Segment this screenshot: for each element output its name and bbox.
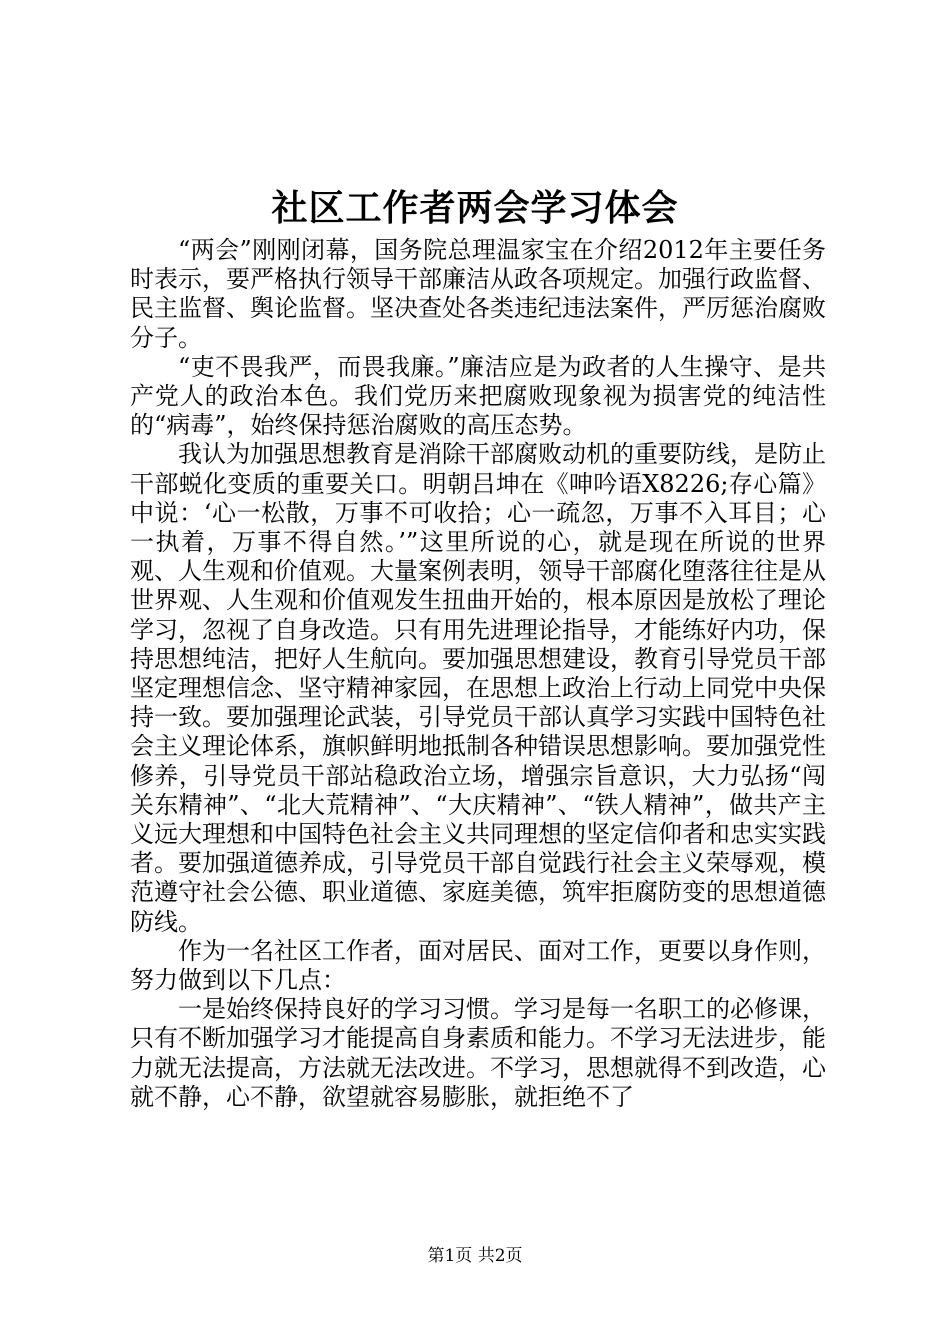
document-body <box>130 236 826 1112</box>
page-number: 第1页 <box>427 1246 473 1266</box>
document-title: 社区工作者两会学习体会 <box>271 187 679 229</box>
paragraph: 作为一名社区工作者，面对居民、面对工作，更要以身作则，努力做到以下几点： <box>130 936 826 995</box>
paragraph: “两会”刚刚闭幕，国务院总理温家宝在介绍2012年主要任务时表示，要严格执行领导干部廉洁从政各项规定。加强行政监督、民主监督、舆论监督。坚决查处各类违纪违法案件，严厉惩治腐败分子。 <box>130 236 826 352</box>
paragraph: “吏不畏我严，而畏我廉。”廉洁应是为政者的人生操守、是共产党人的政治本色。我们党历来把腐败现象视为损害党的纯洁性的“病毒”，始终保持惩治腐败的高压态势。 <box>130 352 826 440</box>
paragraph: 一是始终保持良好的学习习惯。学习是每一名职工的必修课，只有不断加强学习才能提高自身素质和能力。不学习无法进步，能力就无法提高，方法就无法改进。不学习，思想就得不到改造，心就不静，心不静，欲望就容易膨胀，就拒绝不了 <box>130 995 826 1111</box>
paragraph: 我认为加强思想教育是消除干部腐败动机的重要防线，是防止干部蜕化变质的重要关口。明朝吕坤在《呻吟语X8226;存心篇》中说：‘心一松散，万事不可收拾；心一疏忽，万事不入耳目；心一执着，万事不得自然。’”这里所说的心，就是现在所说的世界观、人生观和价值观。大量案例表明，领导干部腐化堕落往往是从世界观、人生观和价值观发生扭曲开始的，根本原因是放松了理论学习，忽视了自身改造。只有用先进理论指导，才能练好内功，保持思想纯洁，把好人生航向。要加强思想建设，教育引导党员干部坚定理想信念、坚守精神家园，在思想上政治上行动上同党中央保持一致。要加强理论武装，引导党员干部认真学习实践中国特色社会主义理论体系，旗帜鲜明地抵制各种错误思想影响。要加强党性修养，引导党员干部站稳政治立场，增强宗旨意识，大力弘扬“闯关东精神”、“北大荒精神”、“大庆精神”、“铁人精神”，做共产主义远大理想和中国特色社会主义共同理想的坚定信仰者和忠实实践者。要加强道德养成，引导党员干部自觉践行社会主义荣辱观，模范遵守社会公德、职业道德、家庭美德，筑牢拒腐防变的思想道德防线。 <box>130 440 826 936</box>
page-footer <box>0 1244 950 1268</box>
page-total: 共2页 <box>477 1246 523 1266</box>
